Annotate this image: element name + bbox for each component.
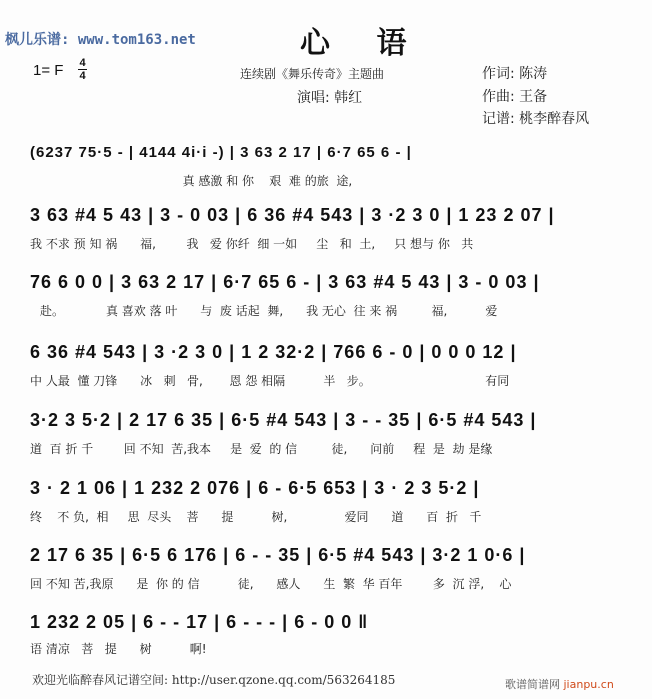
lyrics: 赴。 真 喜欢 落 叶 与 废 话起 舞, 我 无心 往 来 祸 福, 爱: [40, 304, 498, 318]
transcriber: 记谱: 桃李醉春风: [482, 111, 590, 127]
watermark-cn: 歌谱简谱网: [505, 678, 560, 691]
notes: (6237 75·5 - | 4144 4i·i -) | 3 63 2 17 | 6·7 65 6 - |: [30, 144, 412, 161]
time-sig-top: 4: [79, 57, 86, 69]
notes: 1 232 2 05 | 6 - - 17 | 6 - - - | 6 - 0 0 ‖: [30, 612, 369, 632]
lyrics: 回 不知 苦,我原 是 你 的 信 徒, 感人 生 繁 华 百年 多 沉 浮, 心: [30, 577, 512, 591]
song-title: 心 语: [300, 26, 425, 61]
subtitle: 连续剧《舞乐传奇》主题曲: [240, 67, 385, 81]
notes: 3 63 #4 5 43 | 3 - 0 03 | 6 36 #4 543 | 3 ·2 3 0 | 1 23 2 07 |: [30, 205, 555, 225]
footer-text: 欢迎光临醉春风记谱空间: http://user.qzone.qq.com/563264185: [32, 673, 396, 687]
lyrics: 终 不 负, 相 思 尽头 菩 提 树, 爱同 道 百 折 千: [30, 510, 482, 524]
notes: 3·2 3 5·2 | 2 17 6 35 | 6·5 #4 543 | 3 - - 35 | 6·5 #4 543 |: [30, 410, 537, 430]
time-sig-bottom: 4: [79, 70, 86, 82]
singer: 演唱: 韩红: [297, 90, 363, 106]
notes: 76 6 0 0 | 3 63 2 17 | 6·7 65 6 - | 3 63 #4 5 43 | 3 - 0 03 |: [30, 272, 540, 292]
lyrics: 道 百 折 千 回 不知 苦,我本 是 爱 的 信 徒, 问前 程 是 劫 是缘: [30, 442, 493, 456]
notes: 3 · 2 1 06 | 1 232 2 076 | 6 - 6·5 653 | 3 · 2 3 5·2 |: [30, 478, 480, 498]
lyrics: 真 感激 和 你 艰 难 的旅 途,: [30, 174, 353, 188]
lyrics: 语 清凉 菩 提 树 啊!: [30, 642, 207, 656]
lyrics: 我 不求 预 知 祸 福, 我 爱 你纤 细 一如 尘 和 土, 只 想与 你 共: [30, 237, 474, 251]
watermark-en: jianpu.cn: [563, 678, 614, 691]
key-signature: 1= F: [33, 62, 64, 79]
site-label: 枫儿乐谱: www.tom163.net: [5, 32, 196, 48]
notes: 2 17 6 35 | 6·5 6 176 | 6 - - 35 | 6·5 #4 543 | 3·2 1 0·6 |: [30, 545, 526, 565]
watermark: [505, 676, 614, 692]
lyricist: 作词: 陈涛: [482, 66, 548, 82]
composer: 作曲: 王备: [482, 89, 548, 105]
notes: 6 36 #4 543 | 3 ·2 3 0 | 1 2 32·2 | 766 6 - 0 | 0 0 0 12 |: [30, 342, 517, 362]
time-signature: [78, 58, 87, 81]
lyrics: 中 人最 懂 刀锋 冰 刺 骨, 恩 怨 相隔 半 步。 有同: [30, 374, 510, 388]
